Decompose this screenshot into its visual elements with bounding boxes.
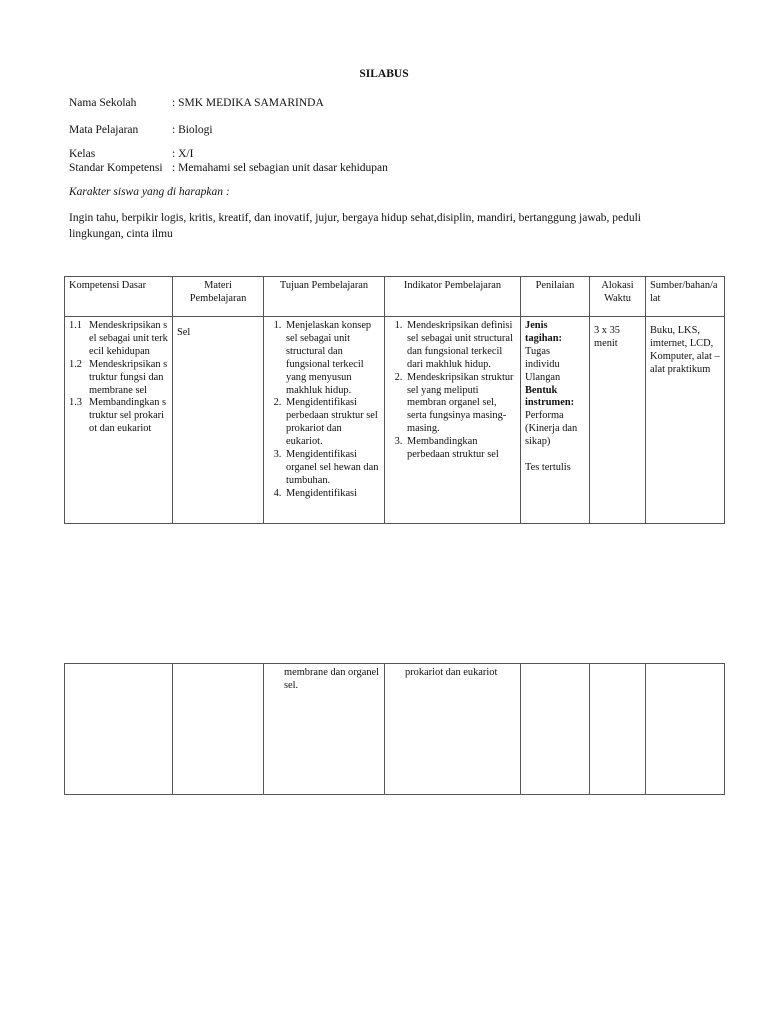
table-header-row	[65, 277, 725, 317]
kompetensi-dasar-cell	[65, 317, 173, 524]
tes-tertulis: Tes tertulis	[525, 462, 571, 474]
header-penilaian: Penilaian	[521, 277, 590, 317]
document-title: SILABUS	[359, 68, 409, 80]
indikator-continued-cell: prokariot dan eukariot	[385, 664, 521, 795]
materi-cell	[173, 664, 264, 795]
sk-value: : Memahami sel sebagian unit dasar kehidupan	[172, 162, 388, 174]
tujuan-item: 4. Mengidentifikasi	[284, 488, 380, 501]
sekolah-value: : SMK MEDIKA SAMARINDA	[172, 97, 324, 109]
sk-label: Standar Kompetensi	[69, 162, 163, 174]
tujuan-item: 2. Mengidentifikasi perbedaan struktur sel prokariot dan eukariot.	[284, 397, 380, 449]
kd-item: 1.2 Mendeskripsikan struktur fungsi dan membrane sel	[69, 358, 168, 396]
alokasi-cell	[590, 664, 646, 795]
penilaian-cell	[521, 317, 590, 524]
sumber-cell: Buku, LKS, imternet, LCD, Komputer, alat –alat praktikum	[646, 317, 725, 524]
silabus-table-continued	[64, 663, 725, 795]
tujuan-cell	[264, 317, 385, 524]
header-materi: Materi Pembelajaran	[173, 277, 264, 317]
tujuan-item: 3. Mengidentifikasi organel sel hewan dan tumbuhan.	[284, 449, 380, 488]
kd-item: 1.3 Membandingkan struktur sel prokariot dan eukariot	[69, 397, 167, 435]
indikator-item: 1. Mendeskripsikan definisi sel sebagai unit structural dan fungsional terkecil dari makhluk hidup.	[405, 320, 516, 372]
header-alokasi: Alokasi Waktu	[590, 277, 646, 317]
table-row	[65, 664, 725, 795]
kelas-label: Kelas	[69, 148, 96, 160]
indikator-item: 2. Mendeskripsikan struktur sel yang meliputi membran organel sel, serta fungsinya masing-masing.	[405, 372, 516, 437]
bentuk-instrumen-label: Bentuk instrumen:	[525, 384, 575, 409]
sumber-cell	[646, 664, 725, 795]
alokasi-cell: 3 x 35 menit	[590, 317, 646, 524]
penilaian-cell	[521, 664, 590, 795]
header-kompetensi-dasar: Kompetensi Dasar	[65, 277, 173, 317]
jenis-tagihan-value: Tugas individu Ulangan	[525, 345, 561, 383]
indikator-item: 3. Membandingkan perbedaan struktur sel	[405, 436, 516, 462]
sekolah-label: Nama Sekolah	[69, 97, 137, 109]
kd-item: 1.1 Mendeskripsikan sel sebagai unit terkecil kehidupan	[69, 320, 168, 357]
table-row	[65, 317, 725, 524]
header-tujuan: Tujuan Pembelajaran	[264, 277, 385, 317]
mapel-label: Mata Pelajaran	[69, 124, 139, 136]
tujuan-item: 1. Menjelaskan konsep sel sebagai unit structural dan fungsional terkecil yang menyusun makhluk hidup.	[284, 320, 380, 397]
kompetensi-dasar-cell	[65, 664, 173, 795]
mapel-value: : Biologi	[172, 124, 213, 136]
header-indikator: Indikator Pembelajaran	[385, 277, 521, 317]
header-sumber: Sumber/bahan/alat	[646, 277, 725, 317]
karakter-heading: Karakter siswa yang di harapkan :	[69, 186, 230, 198]
indikator-cell	[385, 317, 521, 524]
jenis-tagihan-label: Jenis tagihan:	[525, 320, 562, 344]
kelas-value: : X/I	[172, 148, 194, 160]
tujuan-continued-cell: membrane dan organel sel.	[264, 664, 385, 795]
bentuk-instrumen-value: Performa (Kinerja dan sikap)	[525, 410, 578, 448]
silabus-table	[64, 276, 725, 524]
materi-cell: Sel	[173, 317, 264, 524]
karakter-text: Ingin tahu, berpikir logis, kritis, kreatif, dan inovatif, jujur, bergaya hidup sehat,disiplin, mandiri, bertanggung jawab, peduli lingkungan, cinta ilmu	[69, 212, 641, 240]
